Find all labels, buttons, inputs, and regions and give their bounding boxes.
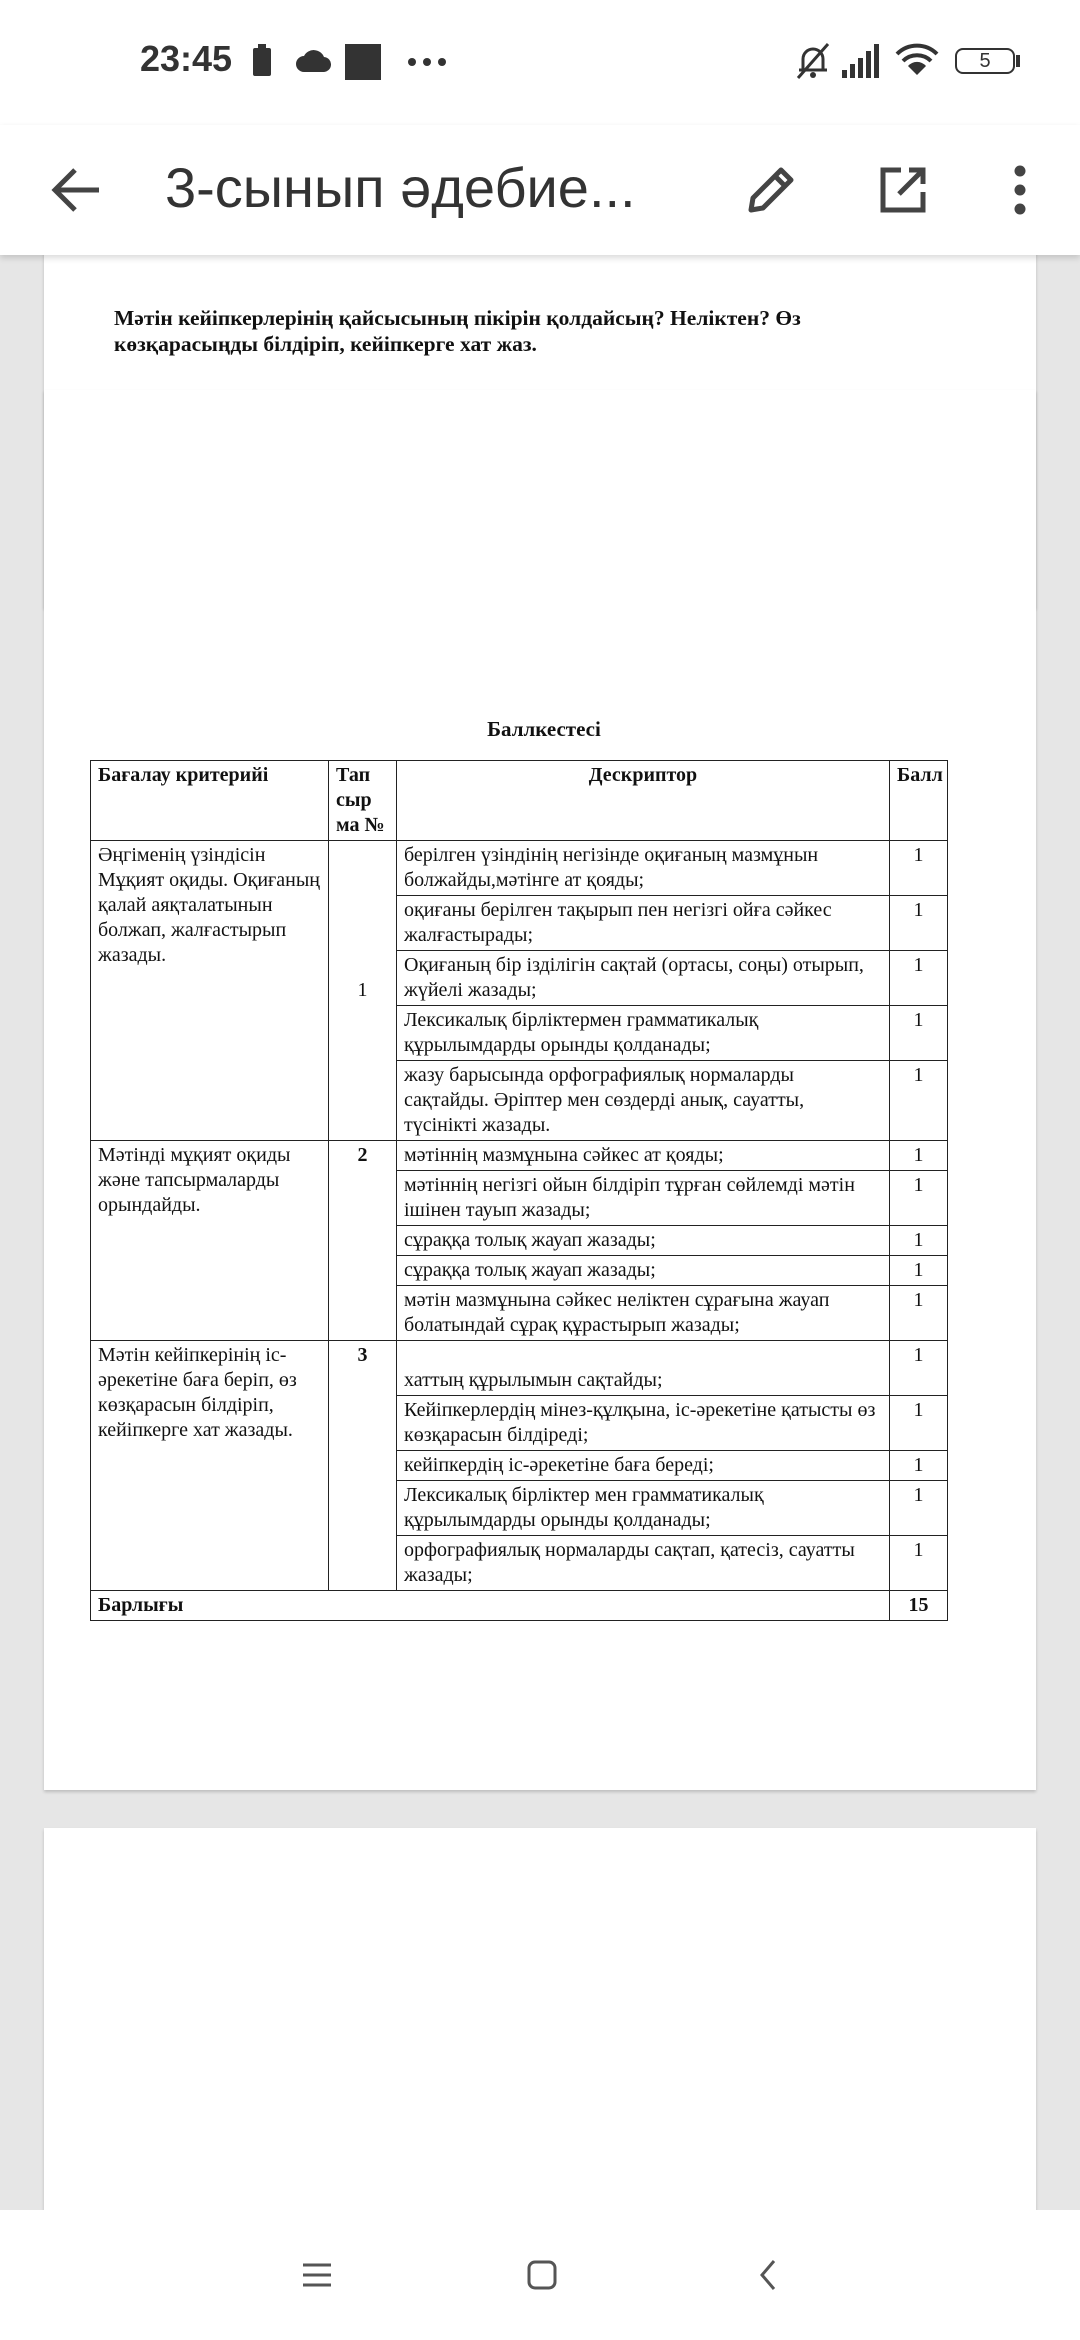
descriptor-cell: мәтіннің мазмұнына сәйкес ат қояды;: [397, 1141, 890, 1171]
status-time: 23:45: [140, 38, 233, 79]
back-button[interactable]: [32, 145, 122, 235]
descriptor-cell: кейіпкердің іс-әрекетіне баға береді;: [397, 1451, 890, 1481]
criteria-cell: Мәтінді мұқият оқиды және тапсырмаларды орындайды.: [91, 1141, 329, 1341]
document-page-2: [44, 390, 1036, 1790]
home-button[interactable]: [507, 2240, 577, 2310]
descriptor-cell: мәтін мазмұнына сәйкес неліктен сұрағына жауап болатындай сұрақ құрастырып жазады;: [397, 1286, 890, 1341]
recents-button[interactable]: [282, 2240, 352, 2310]
score-cell: 1: [890, 1226, 948, 1256]
descriptor-cell: Оқиғаның бір ізділігін сақтай (ортасы, соңы) отырып, жүйелі жазады;: [397, 951, 890, 1006]
header-descriptor: Дескриптор: [397, 761, 890, 841]
task-number-cell: [329, 841, 397, 1141]
score-cell: 1: [890, 1286, 948, 1341]
document-title: 3-сынып әдебие...: [165, 156, 636, 219]
descriptor-cell: жазу барысында орфографиялық нормаларды сақтайды. Әріптер мен сөздерді анық, сауатты, түсінікті жазады.: [397, 1061, 890, 1141]
score-cell: 1: [890, 1141, 948, 1171]
open-external-icon: [877, 164, 929, 216]
score-cell: 1: [890, 1481, 948, 1536]
document-page-3: [44, 1828, 1036, 2210]
document-viewer[interactable]: [0, 255, 1080, 2210]
table-header-row: [91, 761, 948, 841]
descriptor-cell: Лексикалық бірліктер мен грамматикалық құрылымдарды орынды қолданады;: [397, 1481, 890, 1536]
score-cell: 1: [890, 1256, 948, 1286]
table-row: [91, 1141, 948, 1171]
score-cell: 1: [890, 1061, 948, 1141]
descriptor-cell: оқиғаны берілген тақырып пен негізгі ойға сәйкес жалғастырады;: [397, 896, 890, 951]
score-cell: 1: [890, 896, 948, 951]
score-cell: 1: [890, 1171, 948, 1226]
descriptor-text: хаттың құрылымын сақтайды;: [404, 1369, 663, 1391]
descriptor-cell: Кейіпкерлердің мінез-құлқына, іс-әрекетіне қатысты өз көзқарасын білдіреді;: [397, 1396, 890, 1451]
battery-tip: [1016, 55, 1020, 67]
header-criteria: Бағалау критерийі: [91, 761, 329, 841]
home-square-icon: [527, 2260, 557, 2290]
score-cell: 1: [890, 1396, 948, 1451]
criteria-cell: Әңгіменің үзіндісін Мұқият оқиды. Оқиғаның қалай аяқталатынын болжап, жалғастырып жазады.: [91, 841, 329, 1141]
battery-level: 5: [979, 49, 991, 72]
more-dots-icon: [407, 57, 447, 67]
status-bar: [0, 0, 1080, 125]
score-cell: 1: [890, 951, 948, 1006]
descriptor-cell: [397, 1341, 890, 1396]
open-external-button[interactable]: [858, 145, 948, 235]
navigation-bar: [0, 2210, 1080, 2340]
cloud-icon: [295, 48, 331, 72]
system-back-button[interactable]: [733, 2240, 803, 2310]
header-score: Балл: [890, 761, 948, 841]
pencil-icon: [745, 164, 797, 216]
more-vertical-icon: [1013, 165, 1027, 215]
more-options-button[interactable]: [975, 145, 1065, 235]
wifi-icon: [895, 42, 939, 76]
descriptor-cell: мәтіннің негізгі ойын білдіріп тұрған сөйлемді мәтін ішінен тауып жазады;: [397, 1171, 890, 1226]
back-chevron-icon: [758, 2259, 778, 2291]
score-cell: 1: [890, 1536, 948, 1591]
battery-indicator: [955, 48, 1015, 74]
table-title: Баллкестесі: [487, 717, 601, 741]
battery-icon: [252, 44, 272, 76]
menu-lines-icon: [302, 2262, 332, 2288]
score-cell: 1: [890, 841, 948, 896]
task-number-cell: 3: [329, 1341, 397, 1591]
descriptor-cell: берілген үзіндінің негізінде оқиғаның мазмұнын болжайды,мәтінге ат қояды;: [397, 841, 890, 896]
table-row: [91, 1341, 948, 1396]
app-bar: [0, 125, 1080, 255]
header-task: Тап сыр ма №: [329, 761, 397, 841]
scoring-table: [90, 760, 948, 1621]
task-number: 1: [357, 979, 368, 1001]
app-square-icon: [345, 44, 381, 80]
descriptor-cell: сұраққа толық жауап жазады;: [397, 1256, 890, 1286]
score-cell: 1: [890, 1341, 948, 1396]
total-score: 15: [890, 1591, 948, 1621]
total-row: [91, 1591, 948, 1621]
signal-icon: [842, 44, 882, 78]
total-label: Барлығы: [91, 1591, 890, 1621]
descriptor-cell: Лексикалық бірліктермен грамматикалық құрылымдарды орынды қолданады;: [397, 1006, 890, 1061]
descriptor-cell: сұраққа толық жауап жазады;: [397, 1226, 890, 1256]
arrow-left-icon: [51, 166, 103, 214]
score-cell: 1: [890, 1451, 948, 1481]
descriptor-cell: орфографиялық нормаларды сақтап, қатесіз, сауатты жазады;: [397, 1536, 890, 1591]
criteria-cell: Мәтін кейіпкерінің іс-әрекетіне баға беріп, өз көзқарасын білдіріп, кейіпкерге хат жазады.: [91, 1341, 329, 1591]
score-cell: 1: [890, 1006, 948, 1061]
table-row: [91, 841, 948, 896]
task-number-cell: 2: [329, 1141, 397, 1341]
mute-bell-icon: [795, 42, 831, 80]
task-text: Мәтін кейіпкерлерінің қайсысының пікірін қолдайсың? Неліктен? Өз көзқарасыңды білдіріп, кейіпкерге хат жаз.: [114, 306, 801, 356]
edit-button[interactable]: [726, 145, 816, 235]
